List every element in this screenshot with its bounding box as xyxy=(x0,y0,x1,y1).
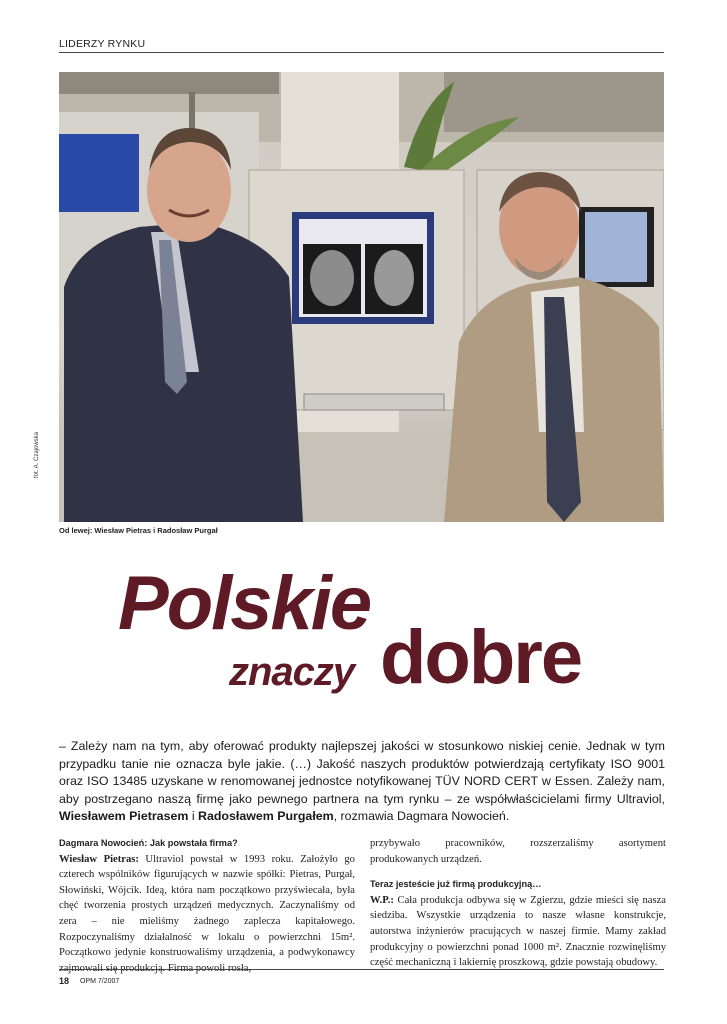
title-line2b: dobre xyxy=(380,615,582,700)
answer-1-text: Ultraviol powstał w 1993 roku. Założyło go czterech wspólników figurujących w nazwie spółki: Pietras, Purgał, Słowiński, Wójcik. Ideą, która nam początkowo przyświecała, była chęć tworzenia prostych urządzeń medycznych. Zaczynaliśmy od zera – nie mieliśmy żadnego zaplecza kapitałowego. Rozpoczynaliśmy działalność w lokalu o powierzchni 15m². Początkowo jedynie konstruowaliśmy urządzenia, a podwykonawcy xyxy=(59,853,355,959)
answer-2 xyxy=(370,893,666,971)
answer-2-text: Cała produkcja odbywa się w Zgierzu, gdzie mieści się nasza siedziba. Wszystkie urządzenia to nasze własne konstrukcje, autorstwa inżynierów pracujących w naszej firmie. Mamy zakład produkcyjny o powierzchni ponad 1000 m². Znacznie rozwinęliśmy część mechaniczną i lakiernię proszkową, gdzie powstają obudowy. xyxy=(370,894,666,969)
lead-name1: Wiesławem Pietrasem xyxy=(59,809,189,824)
title-line2a: znaczy xyxy=(229,650,355,694)
photo-credit: fot. A. Czajowska xyxy=(34,431,40,478)
answer-1-continued: przybywało pracowników, rozszerzaliśmy asortyment produkowanych urządzeń. xyxy=(370,838,666,865)
article-column-left xyxy=(59,836,355,976)
top-rule xyxy=(59,52,664,53)
bottom-rule xyxy=(59,969,664,970)
title-line1: Polskie xyxy=(118,561,371,646)
answer-1-speaker: Wiesław Pietras: xyxy=(59,853,139,865)
lead-text1: – Zależy nam na tym, aby oferować produkty najlepszej jakości w stosunkowo niskiej cenie. Jednak w tym przypadku tanie nie oznacza byle jakie. (…) Jakość naszych produktów potwierdzają certyfikaty ISO 9001 oraz ISO 13485 uzyskane w renomowanej jednostce notyfikowanej TÜV NORD CERT w Essen. Zależy nam, aby postrzegano naszą firmę jako pewnego partnera na tym rynku – ze współwłaścicielami firmy Ultraviol, xyxy=(59,739,665,806)
lead-paragraph xyxy=(59,738,665,826)
photo xyxy=(59,72,664,522)
photo-caption: Od lewej: Wiesław Pietras i Radosław Purgał xyxy=(59,526,218,535)
page-number: 18 xyxy=(59,976,70,986)
lead-and: i xyxy=(188,809,199,824)
answer-2-speaker: W.P.: xyxy=(370,894,394,906)
answer-1 xyxy=(59,852,355,977)
issue-label: OPM 7/2007 xyxy=(80,978,120,985)
blue-panel xyxy=(59,134,139,212)
lead-name2: Radosławem Purgałem xyxy=(198,809,334,824)
keyboard xyxy=(304,394,444,410)
photo-illustration xyxy=(59,72,664,522)
article-column-right xyxy=(370,836,666,971)
lead-text2: , rozmawia Dagmara Nowocień. xyxy=(333,809,510,824)
question-1: Dagmara Nowocień: Jak powstała firma? xyxy=(59,838,238,848)
question-2: Teraz jesteście już firmą produkcyjną… xyxy=(370,879,542,890)
section-label: LIDERZY RYNKU xyxy=(59,38,146,50)
